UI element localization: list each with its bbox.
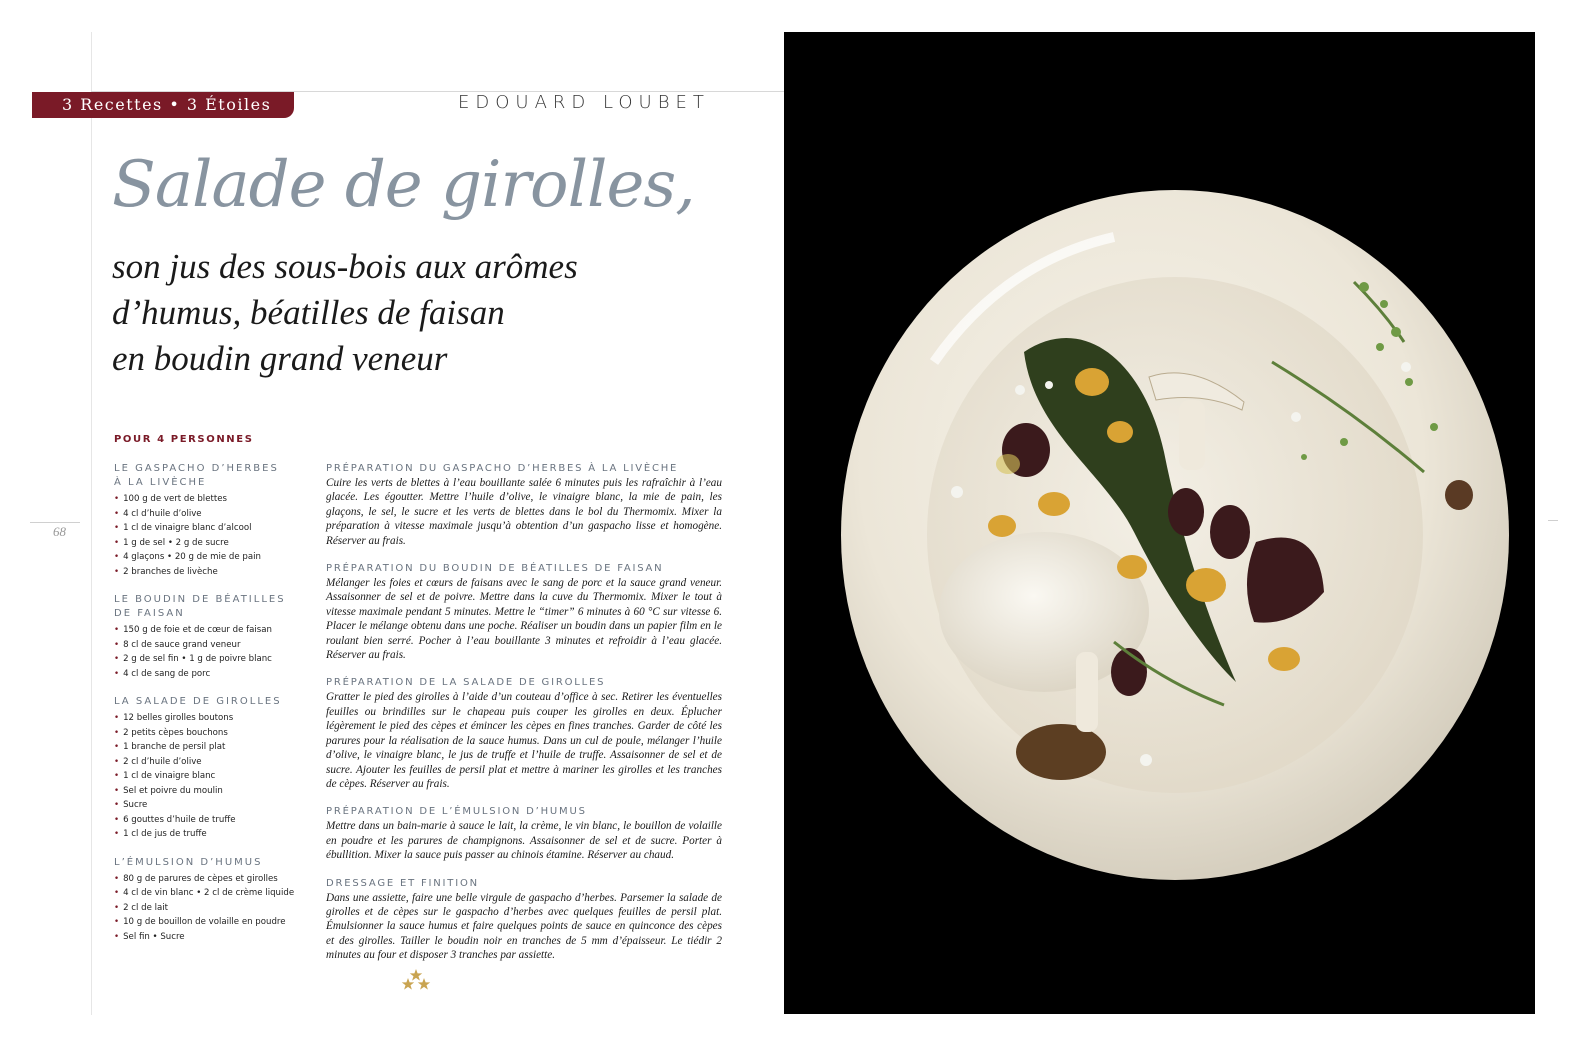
three-stars-icon (400, 968, 432, 992)
plated-dish-photo (784, 32, 1535, 1014)
ingredient-list (114, 711, 314, 842)
ingredient-section (114, 462, 314, 579)
oil-drop (996, 454, 1020, 474)
ingredient-item: • 2 cl de lait (114, 901, 314, 916)
preparation-step-title: PRÉPARATION DU BOUDIN DE BÉATILLES DE FAISAN (326, 563, 664, 575)
plate-illustration (784, 32, 1535, 1014)
ingredient-section (114, 593, 314, 681)
ingredient-item: • 6 gouttes d’huile de truffe (114, 813, 314, 828)
ingredient-section-title: LE GASPACHO D’HERBES À LA LIVÈCHE (114, 463, 279, 488)
recipe-title: Salade de girolles, (112, 148, 695, 222)
hazelnut (1445, 480, 1473, 510)
preparation-step-title: PRÉPARATION DE L’ÉMULSION D’HUMUS (326, 806, 587, 818)
crop-mark (1548, 520, 1558, 521)
ingredient-item: • 1 cl de jus de truffe (114, 827, 314, 842)
margin-rule (91, 32, 92, 1015)
preparation-step-title: PRÉPARATION DU GASPACHO D’HERBES À LA LIVÈCHE (326, 463, 679, 474)
ingredient-item: • 150 g de foie et de cœur de faisan (114, 623, 314, 638)
ingredient-section (114, 695, 314, 842)
preparation-step-text: Cuire les verts de blettes à l’eau bouillante salée 6 minutes puis les rafraîchir à l’eau glacée. Les égoutter. Mettre l’huile d’olive, le vinaigre blanc, la mie de pain, les glaçons, le sel, le sucre et les verts de blettes dans le bol du Thermomix. Mixer la préparation à vitesse maximale jusqu’à obtention d’un gaspacho lisse et homogène. Réserver au frais. (326, 477, 722, 547)
subtitle-line: son jus des sous-bois aux arômes (112, 247, 578, 286)
ingredient-list (114, 872, 314, 945)
ingredient-section-title: LA SALADE DE GIROLLES (114, 696, 282, 707)
chef-name: EDOUARD LOUBET (458, 92, 710, 113)
ingredient-item: • 4 cl de vin blanc • 2 cl de crème liquide (114, 886, 314, 901)
preparation-step-text: Gratter le pied des girolles à l’aide d’un couteau d’office à sec. Retirer les éventuelles feuilles ou brindilles sur le chapeau puis couper les girolles en deux. Éplucher légèrement le pied des cèpes et émincer les cèpes en fines tranches. Garder de côté les parures pour la réalisation de la sauce humus. Dans un cul de poule, mélanger l’huile d’olive, le vinaigre blanc, le jus de truffe et l’huile de truffe. Assaisonner de sel et de sucre. Ajouter les feuilles de persil plat et mettre à mariner les girolles et les tranches de cèpes. Réserver au frais. (326, 691, 722, 790)
preparation-step-title: DRESSAGE ET FINITION (326, 877, 479, 889)
subtitle-line: en boudin grand veneur (112, 339, 448, 378)
ingredients-column (114, 462, 314, 958)
ingredient-item: • 2 branches de livèche (114, 565, 314, 580)
ingredient-item: • Sucre (114, 798, 314, 813)
ingredient-item: • 1 branche de persil plat (114, 740, 314, 755)
preparation-column (326, 462, 722, 977)
preparation-step-text: Mettre dans un bain-marie à sauce le lait, la crème, le vin blanc, le bouillon de volaille en poudre et les parures de champignons. Assaisonner de sel et de sucre. Porter à ébullition. Mixer la sauce puis passer au chinois étamine. Réserver au chaud. (326, 820, 722, 862)
ingredient-section-title: LE BOUDIN DE BÉATILLES DE FAISAN (114, 594, 286, 619)
ingredient-item: • 2 g de sel fin • 1 g de poivre blanc (114, 652, 314, 667)
ingredient-item: • 8 cl de sauce grand veneur (114, 638, 314, 653)
preparation-step-text: Mélanger les foies et cœurs de faisans avec le sang de porc et la sauce grand veneur. Assaisonner de sel et de poivre. Mettre dans la cuve du Thermomix. Mixer le tout à vitesse maximale pendant 5 minutes. Mettre le “timer” 6 minutes à 60 °C sur vitesse 6. Placer le mélange obtenu dans une poche. Réaliser un boudin dans un papier film en le roulant bien serré. Pocher à l’eau bouillante 3 minutes et refroidir à l’eau glacée. Réserver au frais. (326, 577, 722, 662)
ingredient-item: • 1 g de sel • 2 g de sucre (114, 536, 314, 551)
ingredient-item: • 1 cl de vinaigre blanc (114, 769, 314, 784)
ingredient-item: • 2 cl d’huile d’olive (114, 755, 314, 770)
ingredient-item: • 4 cl d’huile d’olive (114, 507, 314, 522)
ingredient-item: • 4 glaçons • 20 g de mie de pain (114, 550, 314, 565)
ingredient-item: • 10 g de bouillon de volaille en poudre (114, 915, 314, 930)
ingredient-item: • 1 cl de vinaigre blanc d’alcool (114, 521, 314, 536)
ingredient-item: • 100 g de vert de blettes (114, 492, 314, 507)
ingredient-item: • 4 cl de sang de porc (114, 667, 314, 682)
ingredient-section-title: L’ÉMULSION D’HUMUS (114, 856, 263, 868)
ingredient-list (114, 492, 314, 579)
ingredient-list (114, 623, 314, 681)
ingredient-item: • Sel fin • Sucre (114, 930, 314, 945)
page-number: 68 (30, 522, 80, 540)
subtitle-line: d’humus, béatilles de faisan (112, 293, 505, 332)
series-banner: 3 Recettes • 3 Étoiles (32, 92, 294, 118)
servings-label: POUR 4 PERSONNES (114, 434, 254, 445)
preparation-step-title: PRÉPARATION DE LA SALADE DE GIROLLES (326, 677, 606, 689)
recipe-subtitle (112, 244, 672, 382)
ingredient-item: • 80 g de parures de cèpes et girolles (114, 872, 314, 887)
ingredient-item: • 2 petits cèpes bouchons (114, 726, 314, 741)
ingredient-item: • Sel et poivre du moulin (114, 784, 314, 799)
preparation-step-text: Dans une assiette, faire une belle virgule de gaspacho d’herbes. Parsemer la salade de girolles et de cèpes sur le gaspacho d’herbes avec quelques feuilles de persil plat. Émulsionner la sauce humus et faire quelques points de sauce en quinconce des cèpes et des girolles. Tailler le boudin noir en tranches de 5 mm d’épaisseur. Le tiédir 2 minutes au four et disposer 3 tranches par assiette. (326, 891, 722, 962)
ingredient-section (114, 856, 314, 945)
ingredient-item: • 12 belles girolles boutons (114, 711, 314, 726)
